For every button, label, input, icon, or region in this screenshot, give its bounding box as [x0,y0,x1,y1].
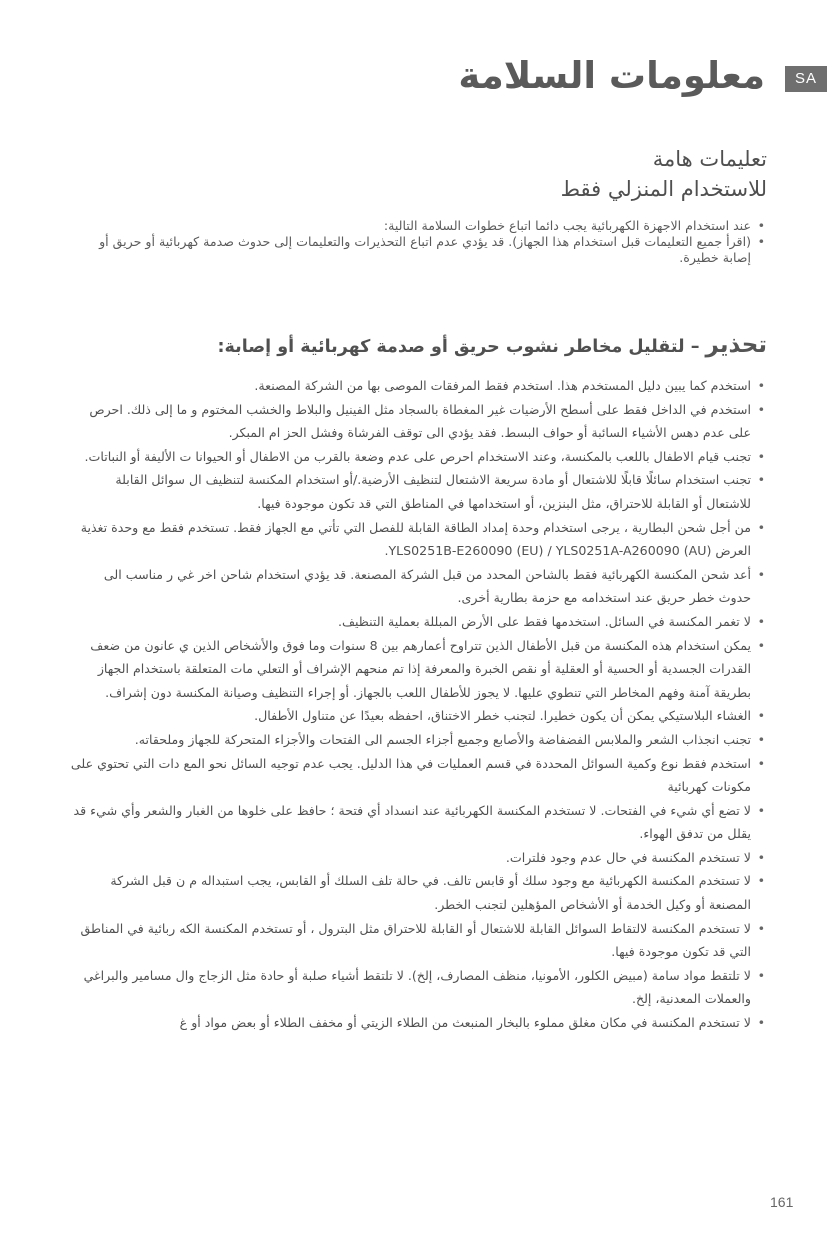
list-item: • لا تستخدم المكنسة في مكان مغلق مملوء بالبخار المنبعث من الطلاء الزيتي أو مخفف الطلاء أو بعض مواد أو غ [70,1011,767,1035]
language-badge: SA [785,66,827,92]
section-heading-line-1: تعليمات هامة [652,147,767,171]
list-item: • تجنب قيام الاطفال باللعب بالمكنسة، وعند الاستخدام احرص على عدم وضعة بالقرب من الاطفال أو الحيوانا ت الأليفة أو النباتات. [70,445,767,469]
list-item: • لا تستخدم المكنسة الكهربائية مع وجود سلك أو قابس تالف. في حالة تلف السلك أو القابس، يجب استبداله م ن قبل الشركة المصنعة أو وكيل الخدمة أو الأشخاص المؤهلين لتجنب الخطر. [70,869,767,916]
intro-bullet-list [72,218,767,266]
list-item: • استخدم فقط نوع وكمية السوائل المحددة في قسم العمليات في هذا الدليل. يجب عدم توجيه السائل نحو المع دات التي تحتوي على مكونات كهربائية [70,752,767,799]
page-title: معلومات السلامة [458,54,765,97]
list-item: • تجنب انجذاب الشعر والملابس الفضفاضة والأصابع وجميع أجزاء الجسم الى الفتحات والأجزاء المتحركة للجهاز وملحقاته. [70,728,767,752]
list-item: • لا تلتقط مواد سامة (مبيض الكلور، الأمونيا، منظف المصارف، إلخ). لا تلتقط أشياء صلبة أو حادة مثل الزجاج وال مسامير والبراغي والعملات المعدنية، إلخ. [70,964,767,1011]
list-item: • (اقرأ جميع التعليمات قبل استخدام هذا الجهاز). قد يؤدي عدم اتباع التحذيرات والتعليمات إلى حدوث صدمة كهربائية أو حريق أو إصابة خطيرة. [72,234,767,266]
list-item: • لا تستخدم المكنسة لالتقاط السوائل القابلة للاشتعال أو القابلة للاحتراق مثل البترول ، أو تستخدم المكنسة الكه ربائية في المناطق التي قد تكون موجودة فيها. [70,917,767,964]
warning-bullet-list [70,374,767,1035]
list-item: • الغشاء البلاستيكي يمكن أن يكون خطيرا. لتجنب خطر الاختناق، احفظه بعيدًا عن متناول الأطفال. [70,704,767,728]
list-item: • لا تضع أي شيء في الفتحات. لا تستخدم المكنسة الكهربائية عند انسداد أي فتحة ؛ حافظ على خلوها من الغبار والشعر وأي شيء قد يقلل من تدفق الهواء. [70,799,767,846]
warning-heading [218,332,767,358]
list-item: • لا تغمر المكنسة في السائل. استخدمها فقط على الأرض المبللة بعملية التنظيف. [70,610,767,634]
list-item: • عند استخدام الاجهزة الكهربائية يجب دائما اتباع خطوات السلامة التالية: [72,218,767,234]
warning-dash: – [690,337,700,357]
list-item: • أعد شحن المكنسة الكهربائية فقط بالشاحن المحدد من قبل الشركة المصنعة. قد يؤدي استخدام شاحن اخر غي ر مناسب الى حدوث خطر حريق عند استخدامه مع حزمة بطارية أخرى. [70,563,767,610]
list-item: • من أجل شحن البطارية ، يرجى استخدام وحدة إمداد الطاقة القابلة للفصل التي تأتي مع الجهاز فقط. تستخدم فقط مع وحدة تغذية العرض YLS0251B-E260090 (EU) / YLS0251A-A260090 (AU). [70,516,767,563]
page-number: 161 [770,1194,794,1210]
warning-title: تحذير [705,332,767,358]
list-item: • يمكن استخدام هذه المكنسة من قبل الأطفال الذين تتراوح أعمارهم بين 8 سنوات وما فوق والأشخاص الذين ي عانون من ضعف القدرات الجسدية أو الحسية أو العقلية أو نقص الخبرة والمعرفة إذا تم منحهم الإشراف أو التعلي مات المتعلقة باستخدام الجهاز بطريقة آمنة وفهم المخاطر التي تنطوي عليها. لا يجوز للأطفال اللعب بالجهاز. أو إجراء التنظيف وصيانة المكنسة دون إشراف. [70,634,767,705]
list-item: • استخدم في الداخل فقط على أسطح الأرضيات غير المغطاة بالسجاد مثل الفينيل والبلاط والخشب المختوم و ما إلى ذلك. احرص على عدم دهس الأشياء السائبة أو حواف البسط. فقد يؤدي الى توقف الفرشاة وفشل الحز ام المبكر. [70,398,767,445]
list-item: • لا تستخدم المكنسة في حال عدم وجود فلترات. [70,846,767,870]
warning-subtitle: لتقليل مخاطر نشوب حريق أو صدمة كهربائية أو إصابة: [217,337,685,357]
list-item: • استخدم كما يبين دليل المستخدم هذا. استخدم فقط المرفقات الموصى بها من الشركة المصنعة. [70,374,767,398]
section-heading-line-2: للاستخدام المنزلي فقط [560,177,767,201]
section-heading [561,144,767,204]
list-item: • تجنب استخدام سائلًا قابلًا للاشتعال أو مادة سريعة الاشتعال لتنظيف الأرضية./أو استخدام المكنسة لتنظيف ال سوائل القابلة للاشتعال أو القابلة للاحتراق، مثل البنزين، أو استخدامها في المناطق التي قد تكون موجودة فيها. [70,468,767,515]
